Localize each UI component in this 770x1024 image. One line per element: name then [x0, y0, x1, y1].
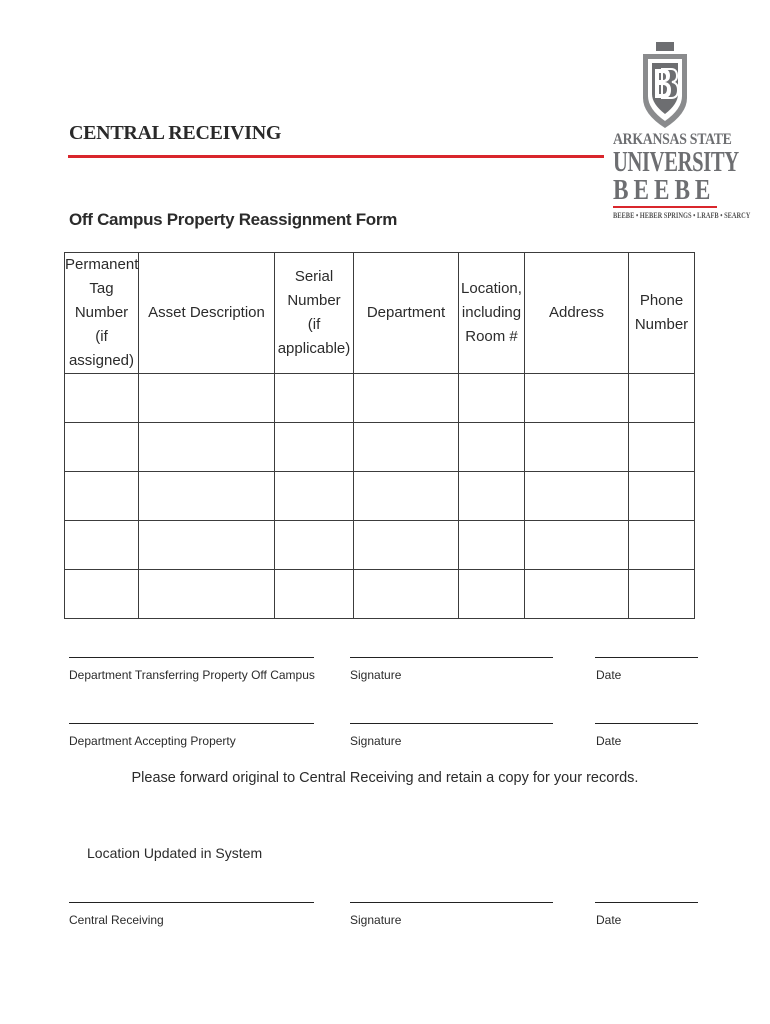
logo-line-2: UNIVERSITY	[613, 146, 739, 178]
logo-line-1: ARKANSAS STATE	[613, 131, 732, 148]
table-cell[interactable]	[139, 521, 275, 570]
table-cell[interactable]	[139, 472, 275, 521]
transfer-signature-line[interactable]	[350, 657, 553, 658]
table-cell[interactable]	[459, 423, 525, 472]
col-serial-number: Serial Number (if applicable)	[275, 253, 354, 374]
central-date-label: Date	[596, 913, 622, 927]
table-cell[interactable]	[629, 521, 695, 570]
table-cell[interactable]	[525, 423, 629, 472]
transfer-department-label: Department Transferring Property Off Campus	[69, 668, 315, 682]
table-cell[interactable]	[629, 570, 695, 619]
university-logo	[606, 38, 751, 224]
table-cell[interactable]	[275, 374, 354, 423]
table-cell[interactable]	[275, 521, 354, 570]
transfer-date-line[interactable]	[595, 657, 698, 658]
location-updated-label: Location Updated in System	[87, 845, 263, 861]
table-cell[interactable]	[139, 423, 275, 472]
col-department: Department	[354, 253, 459, 374]
col-phone-number: Phone Number	[629, 253, 695, 374]
transfer-date-label: Date	[596, 668, 622, 682]
page-title: CENTRAL RECEIVING	[69, 122, 282, 144]
form-title: Off Campus Property Reassignment Form	[69, 210, 398, 229]
central-date-line[interactable]	[595, 902, 698, 903]
shield-logo-icon	[640, 38, 690, 130]
table-cell[interactable]	[275, 472, 354, 521]
accept-department-label: Department Accepting Property	[69, 734, 236, 748]
logo-divider	[613, 206, 717, 208]
table-cell[interactable]	[459, 570, 525, 619]
table-cell[interactable]	[525, 374, 629, 423]
col-asset-description: Asset Description	[139, 253, 275, 374]
accept-date-label: Date	[596, 734, 622, 748]
table-cell[interactable]	[459, 521, 525, 570]
col-location: Location, including Room #	[459, 253, 525, 374]
table-cell[interactable]	[525, 570, 629, 619]
table-cell[interactable]	[275, 570, 354, 619]
transfer-signature-label: Signature	[350, 668, 402, 682]
table-cell[interactable]	[525, 472, 629, 521]
table-row	[65, 374, 695, 423]
accept-department-line[interactable]	[69, 723, 314, 724]
asset-table	[64, 252, 695, 619]
table-cell[interactable]	[354, 374, 459, 423]
central-signature-label: Signature	[350, 913, 402, 927]
table-cell[interactable]	[65, 472, 139, 521]
table-cell[interactable]	[65, 423, 139, 472]
table-row	[65, 521, 695, 570]
logo-line-3: BEEBE	[613, 175, 716, 206]
transfer-department-line[interactable]	[69, 657, 314, 658]
central-receiving-label: Central Receiving	[69, 913, 164, 927]
forward-instruction: Please forward original to Central Receiving and retain a copy for your records.	[131, 770, 639, 786]
table-cell[interactable]	[65, 374, 139, 423]
table-body	[65, 374, 695, 619]
table-cell[interactable]	[459, 472, 525, 521]
table-cell[interactable]	[525, 521, 629, 570]
central-receiving-line[interactable]	[69, 902, 314, 903]
table-cell[interactable]	[629, 423, 695, 472]
title-divider	[68, 155, 604, 158]
table-cell[interactable]	[459, 374, 525, 423]
accept-date-line[interactable]	[595, 723, 698, 724]
table-row	[65, 423, 695, 472]
central-signature-line[interactable]	[350, 902, 553, 903]
accept-signature-label: Signature	[350, 734, 402, 748]
table-cell[interactable]	[629, 472, 695, 521]
col-address: Address	[525, 253, 629, 374]
table-cell[interactable]	[354, 570, 459, 619]
table-cell[interactable]	[354, 521, 459, 570]
accept-signature-line[interactable]	[350, 723, 553, 724]
table-header-row	[65, 253, 695, 374]
col-tag-number: Permanent Tag Number (if assigned)	[65, 253, 139, 374]
table-cell[interactable]	[139, 570, 275, 619]
table-cell[interactable]	[139, 374, 275, 423]
table-row	[65, 570, 695, 619]
table-cell[interactable]	[65, 570, 139, 619]
table-cell[interactable]	[629, 374, 695, 423]
table-cell[interactable]	[275, 423, 354, 472]
table-row	[65, 472, 695, 521]
table-cell[interactable]	[354, 423, 459, 472]
logo-campuses: BEEBE • HEBER SPRINGS • LRAFB • SEARCY	[613, 211, 751, 220]
table-cell[interactable]	[354, 472, 459, 521]
table-cell[interactable]	[65, 521, 139, 570]
